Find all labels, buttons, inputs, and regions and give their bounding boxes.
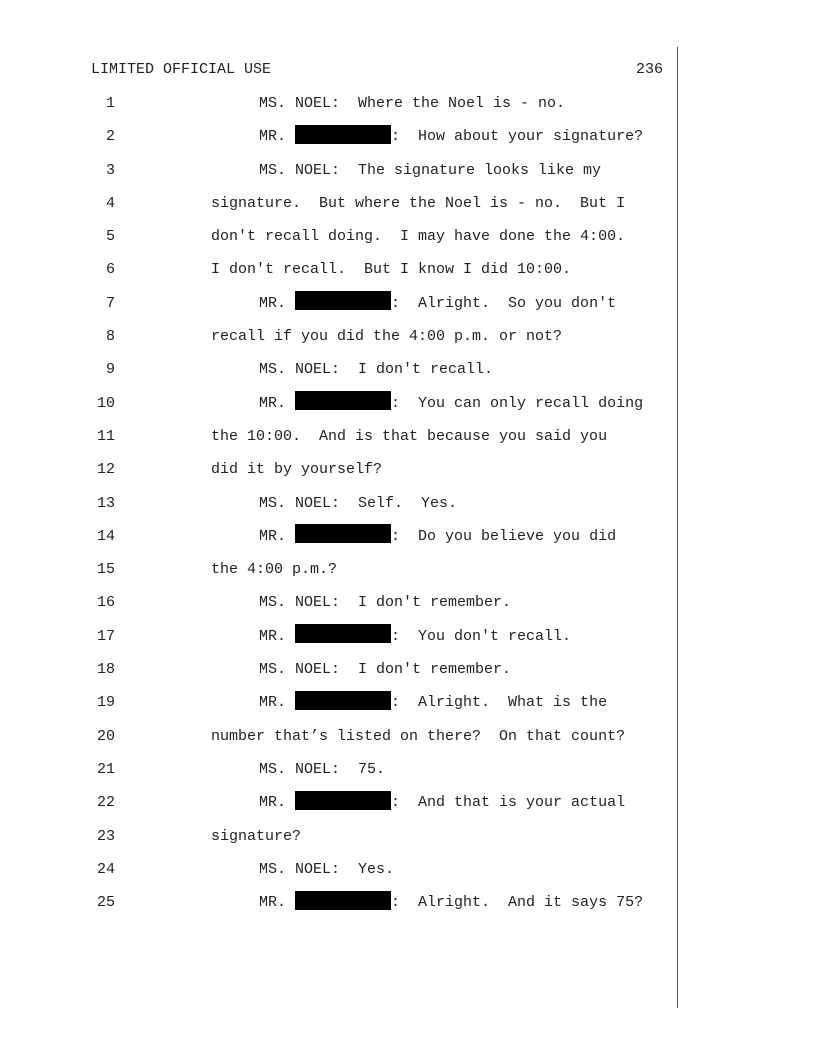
line-number: 10: [96, 394, 115, 412]
line-text: [259, 87, 565, 120]
transcript-line: [0, 287, 816, 320]
line-content: signature. But where the Noel is - no. But I: [211, 194, 626, 212]
line-content: : And that is your actual: [391, 794, 626, 812]
line-number: 22: [96, 794, 115, 812]
line-text: [211, 320, 562, 353]
redaction-bar: [295, 891, 391, 910]
transcript-line: [0, 220, 816, 253]
line-content: Self. Yes.: [340, 494, 458, 512]
transcript-line: [0, 786, 816, 819]
line-text: [259, 520, 616, 553]
line-number: 19: [96, 694, 115, 712]
transcript-line: [0, 453, 816, 486]
speaker-label: MR.: [259, 294, 287, 312]
classification-header: LIMITED OFFICIAL USE: [91, 61, 272, 78]
transcript-line: [0, 387, 816, 420]
line-number: 21: [96, 760, 115, 778]
line-text: [259, 653, 511, 686]
redaction-bar: [295, 624, 391, 643]
line-text: [259, 686, 607, 719]
line-number: 2: [105, 128, 115, 146]
line-content: recall if you did the 4:00 p.m. or not?: [211, 328, 563, 346]
speaker-label: MS. NOEL:: [259, 494, 341, 512]
transcript-line: [0, 187, 816, 220]
line-content: I don't recall. But I know I did 10:00.: [211, 261, 572, 279]
line-text: [259, 786, 625, 819]
speaker-label: MR.: [259, 627, 287, 645]
line-content: did it by yourself?: [211, 461, 383, 479]
speaker-label: MR.: [259, 527, 287, 545]
redaction-bar: [295, 391, 391, 410]
line-text: [259, 287, 616, 320]
speaker-label: MS. NOEL:: [259, 661, 341, 679]
redaction-bar: [295, 524, 391, 543]
line-content: signature?: [211, 827, 302, 845]
line-text: [259, 620, 571, 653]
line-content: I don't remember.: [340, 661, 512, 679]
line-content: the 4:00 p.m.?: [211, 561, 338, 579]
transcript-line: [0, 120, 816, 153]
line-text: [211, 420, 607, 453]
line-content: : You can only recall doing: [391, 394, 644, 412]
line-text: [259, 120, 643, 153]
line-text: [259, 886, 643, 919]
line-text: [211, 453, 382, 486]
line-content: : Alright. So you don't: [391, 294, 617, 312]
line-number: 25: [96, 894, 115, 912]
line-number: 24: [96, 860, 115, 878]
speaker-label: MS. NOEL:: [259, 594, 341, 612]
line-text: [259, 154, 601, 187]
transcript-line: [0, 586, 816, 619]
transcript-lines: [0, 87, 816, 919]
line-number: 20: [96, 727, 115, 745]
speaker-label: MS. NOEL:: [259, 860, 341, 878]
line-number: 7: [105, 294, 115, 312]
line-content: : You don't recall.: [391, 627, 572, 645]
transcript-line: [0, 353, 816, 386]
line-text: [211, 187, 625, 220]
line-content: Yes.: [340, 860, 395, 878]
line-text: [211, 720, 625, 753]
line-number: 11: [96, 427, 115, 445]
speaker-label: MR.: [259, 694, 287, 712]
line-number: 18: [96, 661, 115, 679]
transcript-line: [0, 420, 816, 453]
transcript-line: [0, 853, 816, 886]
speaker-label: MR.: [259, 794, 287, 812]
line-number: 17: [96, 627, 115, 645]
transcript-line: [0, 154, 816, 187]
line-text: [259, 487, 457, 520]
speaker-label: MR.: [259, 394, 287, 412]
line-text: [211, 220, 625, 253]
line-content: Where the Noel is - no.: [340, 95, 566, 112]
redaction-bar: [295, 125, 391, 144]
transcript-line: [0, 720, 816, 753]
transcript-line: [0, 820, 816, 853]
speaker-label: MS. NOEL:: [259, 95, 341, 112]
speaker-label: MS. NOEL:: [259, 361, 341, 379]
line-text: [259, 753, 385, 786]
transcript-line: [0, 686, 816, 719]
line-number: 8: [105, 328, 115, 346]
line-number: 14: [96, 527, 115, 545]
transcript-line: [0, 487, 816, 520]
line-number: 4: [105, 194, 115, 212]
line-number: 5: [105, 228, 115, 246]
transcript-line: [0, 553, 816, 586]
line-content: the 10:00. And is that because you said you: [211, 427, 608, 445]
line-number: 13: [96, 494, 115, 512]
page-number: 236: [636, 61, 664, 78]
speaker-label: MS. NOEL:: [259, 760, 341, 778]
line-text: [259, 586, 511, 619]
transcript-line: [0, 253, 816, 286]
speaker-label: MS. NOEL:: [259, 161, 341, 179]
transcript-line: [0, 886, 816, 919]
line-content: : Alright. What is the: [391, 694, 608, 712]
transcript-line: [0, 753, 816, 786]
transcript-line: [0, 520, 816, 553]
line-content: number that’s listed on there? On that count?: [211, 727, 626, 745]
redaction-bar: [295, 691, 391, 710]
line-text: [259, 853, 394, 886]
line-text: [259, 387, 643, 420]
line-number: 23: [96, 827, 115, 845]
line-content: The signature looks like my: [340, 161, 602, 179]
transcript-line: [0, 320, 816, 353]
speaker-label: MR.: [259, 128, 287, 146]
line-content: I don't recall.: [340, 361, 494, 379]
redaction-bar: [295, 291, 391, 310]
line-number: 9: [105, 361, 115, 379]
line-number: 6: [105, 261, 115, 279]
line-content: I don't remember.: [340, 594, 512, 612]
line-number: 1: [105, 95, 115, 112]
redaction-bar: [295, 791, 391, 810]
line-text: [211, 553, 337, 586]
line-number: 15: [96, 561, 115, 579]
line-content: 75.: [340, 760, 386, 778]
line-text: [211, 820, 301, 853]
line-content: don't recall doing. I may have done the 4:00.: [211, 228, 626, 246]
line-number: 3: [105, 161, 115, 179]
line-content: : Do you believe you did: [391, 527, 617, 545]
line-number: 16: [96, 594, 115, 612]
line-content: : Alright. And it says 75?: [391, 894, 644, 912]
line-text: [211, 253, 571, 286]
transcript-line: [0, 87, 816, 120]
line-text: [259, 353, 493, 386]
speaker-label: MR.: [259, 894, 287, 912]
transcript-line: [0, 653, 816, 686]
line-number: 12: [96, 461, 115, 479]
transcript-line: [0, 620, 816, 653]
line-content: : How about your signature?: [391, 128, 644, 146]
